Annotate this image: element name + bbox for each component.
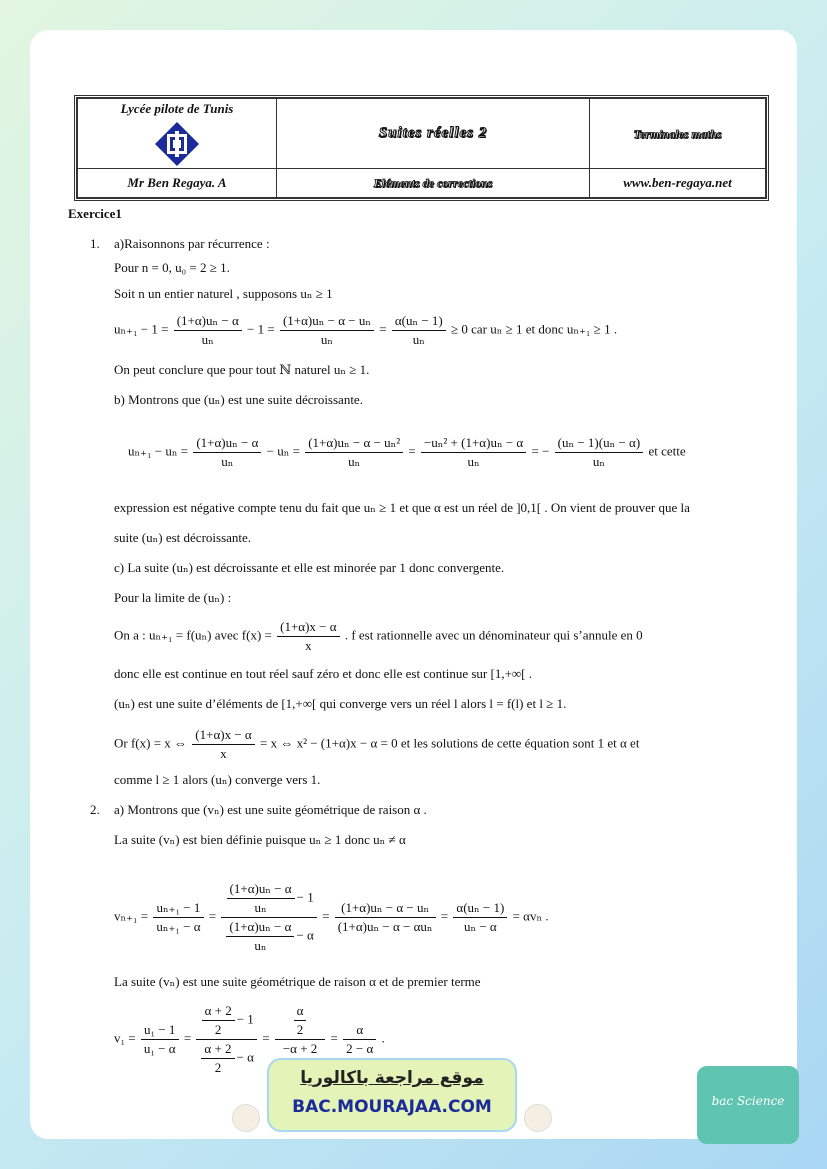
footer-banner[interactable] [267,1058,517,1132]
fraction-denominator: (1+α)uₙ − α − αuₙ [337,919,433,934]
fraction-denominator: uₙ [467,454,480,469]
q1b-intro: b) Montrons que (uₙ) est une suite décroissante. [114,392,363,407]
school-logo-icon [154,121,200,167]
fraction-numerator: (1+α)uₙ − α [227,880,295,899]
fraction-numerator: α [294,1002,307,1021]
eq-tail: ≥ 0 car uₙ ≥ 1 et donc uₙ₊₁ ≥ 1 . [451,321,618,337]
q1b-equation [128,434,686,471]
q1c-conclusion: comme l ≥ 1 alors (uₙ) converge vers 1. [114,772,321,787]
eq-operator: = [183,1030,192,1046]
fraction [141,1021,179,1058]
eq-tail: − 1 [296,889,314,905]
q1c-limit: Pour la limite de (uₙ) : [114,590,232,605]
fraction-numerator: α + 2 [202,1002,235,1021]
fraction-numerator: α(uₙ − 1) [392,312,446,331]
fraction-denominator: x [220,746,227,761]
q1a-intro: a)Raisonnons par récurrence : [114,236,270,251]
q2a-intro: a) Montrons que (vₙ) est une suite géométrique de raison α . [114,802,427,817]
fraction-numerator: uₙ₊₁ − 1 [153,899,203,918]
q1c-function [114,618,643,655]
q1a-equation [114,312,617,349]
eq-operator: = [440,908,449,924]
header-table [74,95,769,201]
eq-tail: − α [236,1049,254,1065]
fraction-denominator: 2 − α [346,1041,374,1056]
fraction [555,434,644,471]
question-2-number: 2. [90,802,100,817]
eq-tail: − 1 [236,1011,254,1027]
fraction [226,918,294,955]
footer-right-badge-icon [524,1104,552,1132]
fraction [192,726,254,763]
compound-numerator [275,1002,325,1040]
eq-lhs: uₙ₊₁ − uₙ = [128,443,189,459]
fraction [335,899,436,936]
eq-lhs: vₙ₊₁ = [114,908,149,924]
fraction [202,1002,235,1039]
fraction [343,1021,376,1058]
website-cell[interactable] [590,169,766,198]
document-page [30,30,797,1139]
question-1-number: 1. [90,236,100,251]
q1c-sequence: (uₙ) est une suite d’éléments de [1,+∞[ qui converge vers un réel l alors l = f(l) et l ≥ 1. [114,696,567,711]
fraction-denominator: uₙ₊₁ − α [156,919,201,934]
compound-denominator [221,918,316,955]
fraction [193,434,261,471]
fraction-denominator: 2 [296,1022,304,1037]
fraction-denominator: 2 [214,1060,222,1075]
fraction-numerator: u₁ − 1 [141,1021,179,1040]
fraction-denominator: 2 [214,1022,222,1037]
compound-numerator [221,880,316,918]
q1a-hypothesis: Soit n un entier naturel , supposons uₙ ≥ 1 [114,286,333,301]
doc-subtitle: Eléments de corrections [373,176,493,190]
fraction-numerator: (1+α)uₙ − α [226,918,294,937]
q1b-explanation: expression est négative compte tenu du fait que uₙ ≥ 1 et que α est un réel de ]0,1[ . On vient de prouver que la [114,500,690,515]
fraction [201,1040,234,1077]
fraction-denominator: uₙ [592,454,605,469]
fraction [280,312,374,349]
eq-operator: = [379,321,387,337]
compound-fraction [221,880,316,955]
eq-operator: = − [531,443,550,459]
fraction [153,899,203,936]
fraction-denominator: uₙ − α [463,919,497,934]
fraction-numerator: (1+α)uₙ − α [174,312,242,331]
eq-operator: − uₙ = [266,443,300,459]
fraction-numerator: (1+α)x − α [277,618,339,637]
eq-lhs: uₙ₊₁ − 1 = [114,321,169,337]
school-cell [78,99,277,169]
q2a-definition: La suite (vₙ) est bien définie puisque uₙ ≥ 1 donc uₙ ≠ α [114,832,406,847]
eq-operator: = [322,908,330,924]
eq-operator: = [330,1030,338,1046]
eq-operator: = [408,443,416,459]
fraction [227,880,295,917]
fraction-denominator: uₙ [412,332,425,347]
eq-lhs: v₁ = [114,1030,136,1046]
fraction [421,434,526,471]
author-cell [78,169,277,198]
fraction-numerator: (1+α)uₙ − α − uₙ [335,899,436,918]
fraction-numerator: −uₙ² + (1+α)uₙ − α [421,434,526,453]
q1a-conclusion: On peut conclure que pour tout ℕ naturel uₙ ≥ 1. [114,362,370,377]
fraction-denominator: uₙ [221,454,234,469]
fraction-denominator: uₙ [320,332,334,347]
doc-title: Suites réelles 2 [378,125,488,141]
fraction [294,1002,307,1039]
q1b-conclusion: suite (uₙ) est décroissante. [114,530,252,545]
fraction-numerator: (1+α)uₙ − α − uₙ² [305,434,403,453]
compound-fraction [196,1002,257,1077]
fraction-denominator: uₙ [254,900,267,915]
eq-tail: = αvₙ . [512,908,549,924]
bac-science-logo [697,1066,799,1144]
eq-tail: − α [296,927,314,943]
eq-tail: . [381,1030,385,1046]
fraction-denominator: uₙ [201,332,214,347]
eq-tail: et cette [648,443,686,459]
q1c-fixed-point [114,726,639,763]
fraction [453,899,507,936]
q1c-continuity: donc elle est continue en tout réel sauf zéro et donc elle est continue sur [1,+∞[ . [114,666,533,681]
fraction [277,618,339,655]
fraction-numerator: (uₙ − 1)(uₙ − α) [555,434,644,453]
fraction [392,312,446,349]
fraction-denominator: uₙ [254,938,267,953]
website-link[interactable]: www.ben-regaya.net [623,175,732,190]
fraction-numerator: α(uₙ − 1) [453,899,507,918]
fraction-denominator: uₙ [348,454,361,469]
fraction-numerator: (1+α)uₙ − α − uₙ [280,312,374,331]
footer-site-arabic[interactable]: موقع مراجعة باكالوريا [300,1068,484,1088]
q2a-conclusion: La suite (vₙ) est une suite géométrique de raison α et de premier terme [114,974,481,989]
fraction-numerator: α [343,1021,376,1040]
footer-site-url[interactable]: BAC.MOURAJAA.COM [292,1097,492,1117]
q1c-intro: c) La suite (uₙ) est décroissante et elle est minorée par 1 donc convergente. [114,560,505,575]
eq-operator: = [262,1030,270,1046]
fraction [305,434,403,471]
title-cell [277,99,590,169]
eq-lhs: Or f(x) = x ⇔ [114,735,188,751]
eq-tail: = x ⇔ x² − (1+α)x − α = 0 et les solutions de cette équation sont 1 et α et [260,735,640,751]
school-name: Lycée pilote de Tunis [120,101,234,116]
eq-operator: − 1 = [247,321,275,337]
author-name: Mr Ben Regaya. A [127,175,227,190]
fraction-numerator: −α + 2 [280,1040,320,1059]
doc-level: Terminales maths [633,126,722,141]
compound-denominator [196,1040,257,1077]
fraction-denominator: x [305,638,312,653]
compound-numerator [196,1002,257,1040]
fraction-numerator: (1+α)x − α [192,726,254,745]
bac-science-logo-text: bac Science [711,1094,785,1108]
fraction-numerator: (1+α)uₙ − α [193,434,261,453]
level-cell [590,99,766,169]
eq-tail: . f est rationnelle avec un dénominateur qui s’annule en 0 [344,627,643,643]
q1a-base: Pour n = 0, u₀ = 2 ≥ 1. [114,260,230,275]
fraction-numerator: α + 2 [201,1040,234,1059]
eq-lhs: On a : uₙ₊₁ = f(uₙ) avec f(x) = [114,627,272,643]
eq-operator: = [208,908,217,924]
fraction-denominator: u₁ − α [143,1041,176,1056]
q2a-equation [114,880,549,955]
footer-left-badge-icon [232,1104,260,1132]
exercise-title: Exercice1 [68,206,122,221]
fraction [174,312,242,349]
subtitle-cell [277,169,590,198]
